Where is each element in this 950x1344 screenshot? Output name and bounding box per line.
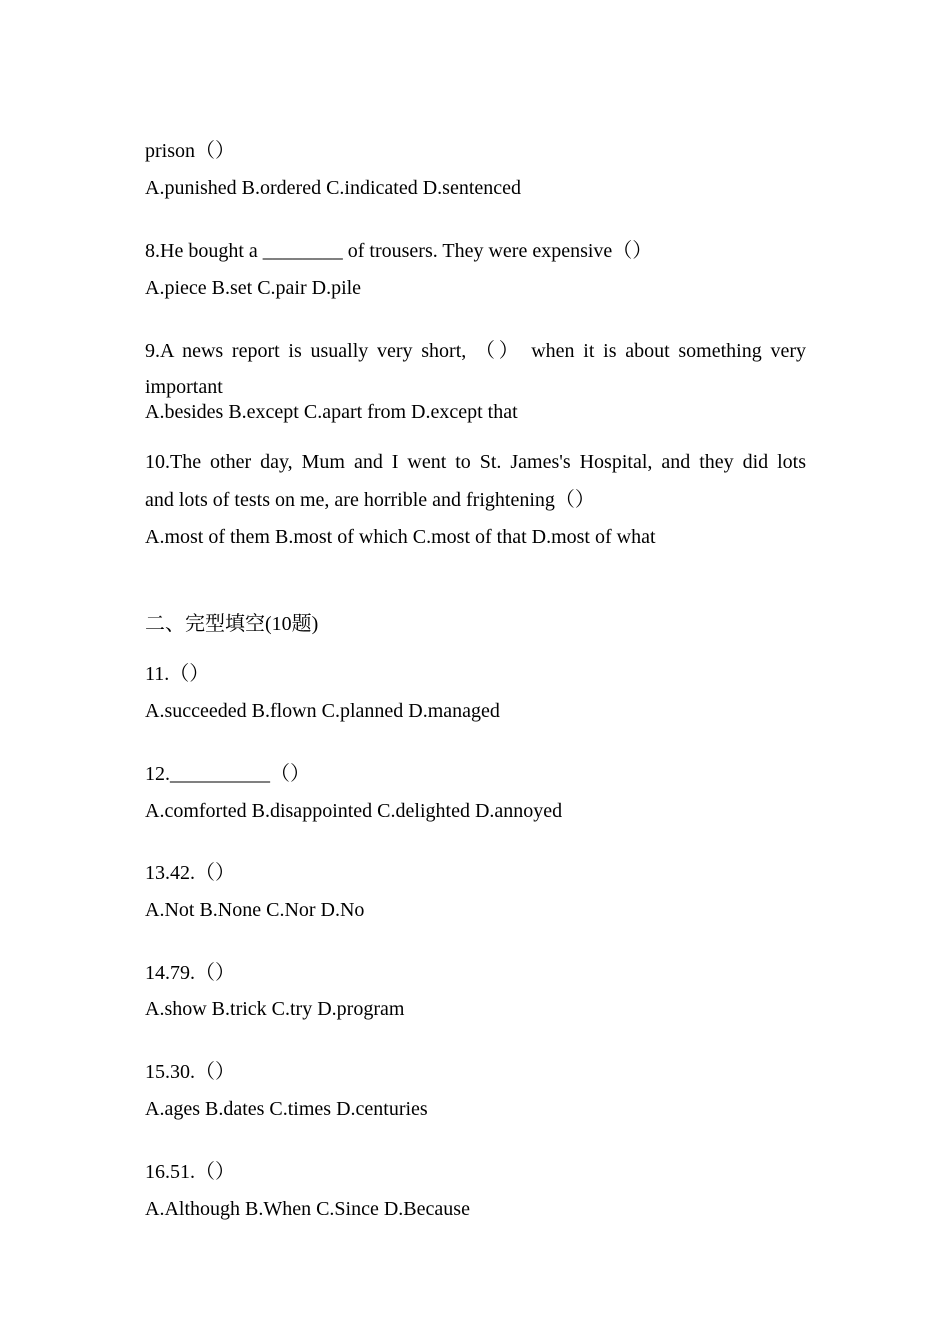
- q13-options: A.Not B.None C.Nor D.No: [145, 899, 365, 921]
- q14-options: A.show B.trick C.try D.program: [145, 998, 405, 1020]
- q14-stem: 14.79.（）: [145, 962, 235, 984]
- q13-stem: 13.42.（）: [145, 862, 235, 884]
- q10-options: A.most of them B.most of which C.most of that D.most of what: [145, 526, 656, 548]
- q9-stem-line2: important: [145, 376, 223, 398]
- q8-stem: 8.He bought a ________ of trousers. They were expensive（）: [145, 240, 653, 262]
- q9-stem-line1: 9.A news report is usually very short, （） when it is about something very: [145, 340, 806, 362]
- q7-options: A.punished B.ordered C.indicated D.sentenced: [145, 177, 522, 199]
- q16-options: A.Although B.When C.Since D.Because: [145, 1198, 470, 1220]
- q12-stem: 12.__________（）: [145, 763, 310, 785]
- q10-stem-line1: 10.The other day, Mum and I went to St. James's Hospital, and they did lots: [145, 451, 806, 473]
- q15-options: A.ages B.dates C.times D.centuries: [145, 1098, 428, 1120]
- q8-options: A.piece B.set C.pair D.pile: [145, 277, 362, 299]
- q12-options: A.comforted B.disappointed C.delighted D.annoyed: [145, 800, 563, 822]
- section2-heading: 二、完型填空(10题): [145, 613, 319, 635]
- q10-stem-line2: and lots of tests on me, are horrible and frightening（）: [145, 489, 595, 511]
- q7-stem-tail: prison（）: [145, 140, 235, 162]
- q9-options: A.besides B.except C.apart from D.except that: [145, 401, 518, 423]
- q16-stem: 16.51.（）: [145, 1161, 235, 1183]
- q11-stem: 11.（）: [145, 663, 210, 685]
- q15-stem: 15.30.（）: [145, 1061, 235, 1083]
- q11-options: A.succeeded B.flown C.planned D.managed: [145, 700, 500, 722]
